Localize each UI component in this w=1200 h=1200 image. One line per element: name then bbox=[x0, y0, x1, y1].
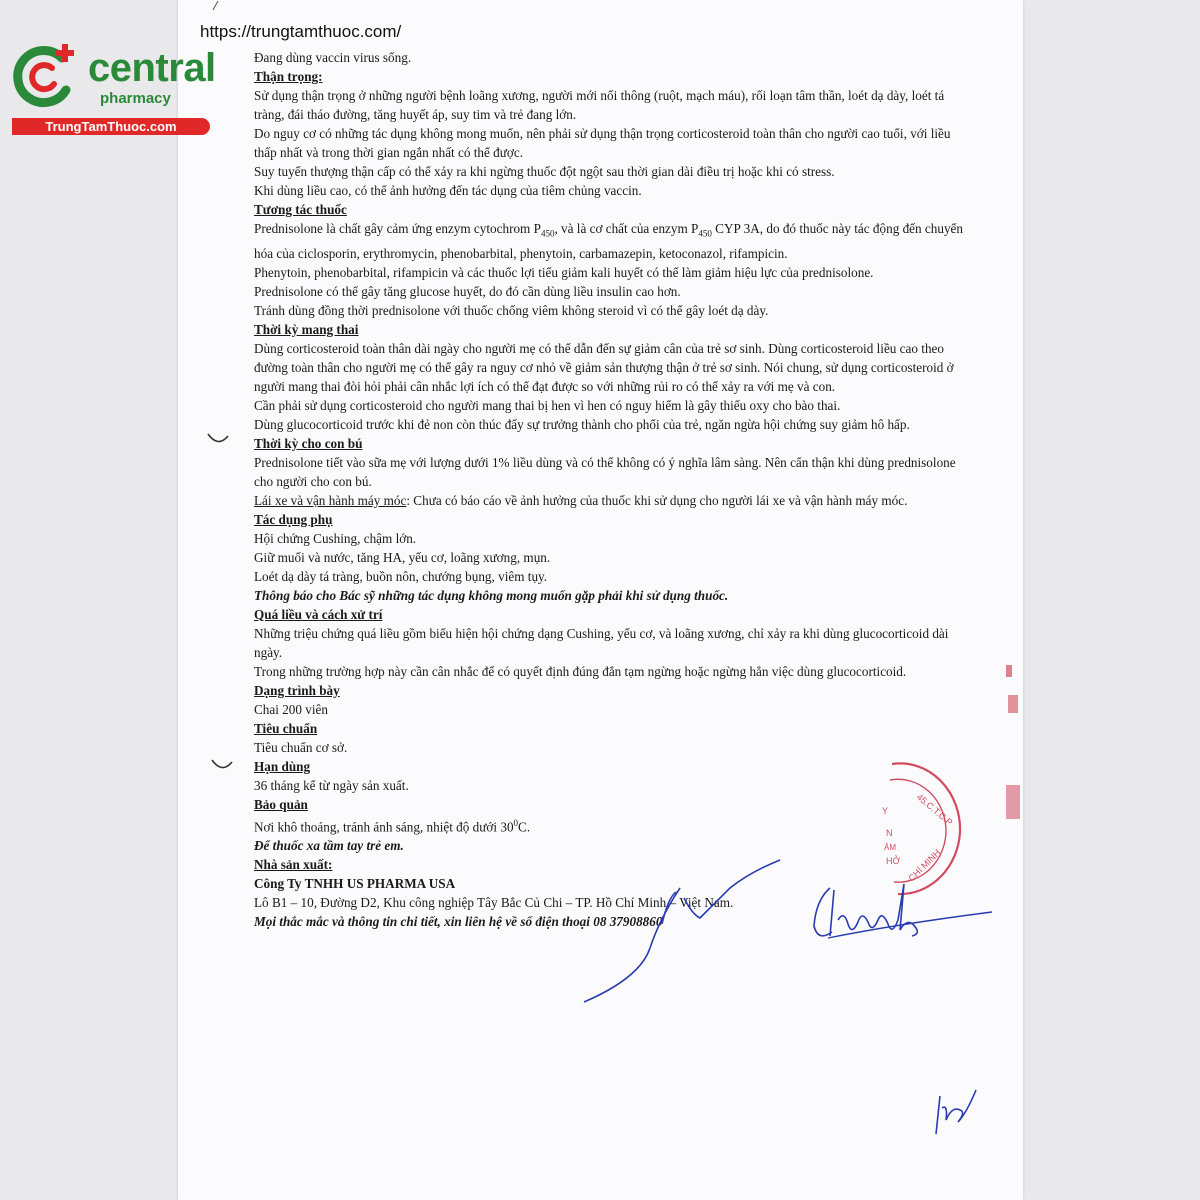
paragraph: Sử dụng thận trọng ở những người bệnh loãng xương, người mới nối thông (ruột, mạch máu), rối loạn tâm thần, loét dạ dày, loét tá tràng, đái tháo đường, tăng huyết áp, suy tim và trẻ đang lớn. bbox=[254, 88, 945, 122]
section-title-cho-con-bu: Thời kỳ cho con bú bbox=[254, 435, 363, 451]
section-title-qua-lieu: Quá liều và cách xử trí bbox=[254, 606, 383, 622]
central-pharmacy-logo bbox=[10, 38, 215, 138]
svg-text:Y: Y bbox=[882, 806, 889, 816]
storage-note: Để thuốc xa tầm tay trẻ em. bbox=[254, 838, 404, 854]
paragraph: Prednisolone là chất gây cảm ứng enzym cytochrom $P_{450}$, và là cơ chất của enzym $P_{450}$ CYP 3A, do đó thuốc này tác động đến chuyển hóa của ciclosporin, erythromycin, phenobarbital, phenytoin, carbamazepin, ketoconazol, rifampicin. bbox=[254, 221, 964, 261]
signature-left-icon bbox=[580, 858, 790, 1008]
signature-right-icon bbox=[808, 880, 994, 950]
svg-text:HỞ: HỞ bbox=[886, 856, 901, 866]
logo-banner: TrungTamThuoc.com bbox=[12, 118, 210, 135]
contact-line: Mọi thắc mắc và thông tin chi tiết, xin liên hệ về số điện thoại 08 37908860 bbox=[254, 914, 663, 930]
side-effect-note: Thông báo cho Bác sỹ những tác dụng không mong muốn gặp phải khi sử dụng thuốc. bbox=[254, 587, 729, 603]
paragraph: Prednisolone tiết vào sữa mẹ với lượng dưới 1% liều dùng và có thể không có ý nghĩa lâm sàng. Nên cẩn thận khi dùng prednisolone cho người cho con bú. bbox=[254, 454, 956, 489]
logo-subtitle: pharmacy bbox=[100, 90, 171, 107]
section-title-han-dung: Hạn dùng bbox=[254, 758, 311, 774]
source-url: https://trungtamthuoc.com/ bbox=[200, 22, 402, 41]
intro-line: Đang dùng vaccin virus sống. bbox=[254, 50, 412, 65]
punch-hole-icon bbox=[210, 758, 234, 772]
section-title-bao-quan: Bảo quản bbox=[254, 796, 308, 812]
section-title-tac-dung-phu: Tác dụng phụ bbox=[254, 511, 333, 527]
paragraph: 36 tháng kể từ ngày sản xuất. bbox=[254, 777, 409, 793]
section-title-mang-thai: Thời kỳ mang thai bbox=[254, 321, 359, 337]
paragraph: Khi dùng liều cao, có thể ảnh hưởng đến tác dụng của tiêm chủng vaccin. bbox=[254, 183, 642, 198]
company-stamp-icon bbox=[872, 758, 968, 898]
paragraph: Tránh dùng đồng thời prednisolone với thuốc chống viêm không steroid vì có thể gây loét dạ dày. bbox=[254, 302, 769, 318]
paragraph: Do nguy cơ có những tác dụng không mong muốn, nên phải sử dụng thận trọng corticosteroid toàn thân cho người cao tuổi, với liều thấp nhất và trong thời gian ngắn nhất có thể được. bbox=[254, 126, 951, 160]
section-title-tieu-chuan: Tiêu chuẩn bbox=[254, 720, 318, 736]
paragraph: Cần phải sử dụng corticosteroid cho người mang thai bị hen vì hen có nguy hiểm là gây thiếu oxy cho bào thai. bbox=[254, 397, 841, 413]
company-name: Công Ty TNHH US PHARMA USA bbox=[254, 876, 456, 892]
initials-icon bbox=[930, 1086, 980, 1136]
svg-text:45.C.T.C.P: 45.C.T.C.P bbox=[914, 791, 955, 828]
paragraph: Dùng corticosteroid toàn thân dài ngày cho người mẹ có thể dẫn đến sự giảm cân của trẻ sơ sinh. Dùng corticosteroid liều cao theo đường toàn thân cho người mẹ có thể gây ra nguy cơ nhỏ về giảm sản thượng thận ở trẻ sơ sinh. Nói chung, sử dụng corticosteroid ở người mang thai đòi hỏi phải cân nhắc lợi ích có thể đạt được so với những rủi ro có thể xảy ra với mẹ và con. bbox=[254, 340, 954, 394]
paragraph: Prednisolone có thể gây tăng glucose huyết, do đó cần dùng liều insulin cao hơn. bbox=[254, 283, 681, 299]
section-title-nha-san-xuat: Nhà sản xuất: bbox=[254, 857, 333, 873]
logo-brand: central bbox=[88, 46, 216, 90]
list-item: Hội chứng Cushing, chậm lớn. bbox=[254, 530, 417, 546]
svg-text:CHÍ MINH: CHÍ MINH bbox=[906, 847, 943, 884]
page-edge-stamp-icon bbox=[1004, 665, 1024, 825]
section-title-than-trong: Thận trọng: bbox=[254, 69, 323, 84]
paragraph: Trong những trường hợp này cần cân nhắc để có quyết định đúng đắn tạm ngừng hoặc ngừng hẳn việc dùng glucocorticoid. bbox=[254, 663, 907, 679]
section-title-tuong-tac: Tương tác thuốc bbox=[254, 202, 347, 217]
corner-tick-icon bbox=[210, 0, 220, 12]
paragraph: Dùng glucocorticoid trước khi đẻ non còn thúc đẩy sự trưởng thành cho phổi của trẻ, ngăn ngừa hội chứng suy giảm hô hấp. bbox=[254, 416, 910, 432]
svg-text:ÂM: ÂM bbox=[884, 843, 896, 852]
list-item: Loét dạ dày tá tràng, buồn nôn, chướng bụng, viêm tụy. bbox=[254, 568, 548, 584]
punch-hole-icon bbox=[206, 432, 230, 446]
paragraph: Phenytoin, phenobarbital, rifampicin và các thuốc lợi tiểu giảm kali huyết có thể làm giảm hiệu lực của prednisolone. bbox=[254, 264, 874, 280]
paragraph: Những triệu chứng quá liều gồm biểu hiện hội chứng dạng Cushing, yếu cơ, và loãng xương, chỉ xảy ra khi dùng glucocorticoid dài ngày. bbox=[254, 625, 949, 660]
list-item: Giữ muối và nước, tăng HA, yếu cơ, loãng xương, mụn. bbox=[254, 549, 551, 565]
section-title-lai-xe: Lái xe và vận hành máy móc bbox=[254, 492, 407, 508]
leaflet-text bbox=[254, 48, 974, 931]
company-address: Lô B1 – 10, Đường D2, Khu công nghiệp Tây Bắc Củ Chi – TP. Hồ Chí Minh – Việt Nam. bbox=[254, 895, 734, 911]
paragraph: Tiêu chuẩn cơ sở. bbox=[254, 739, 348, 755]
section-title-dang-trinh-bay: Dạng trình bày bbox=[254, 682, 340, 698]
logo-mark-icon bbox=[10, 38, 86, 114]
paragraph: Chai 200 viên bbox=[254, 701, 328, 717]
paragraph: Nơi khô thoáng, tránh ánh sáng, nhiệt độ dưới $30^0C$. bbox=[254, 817, 531, 835]
paragraph-lai-xe: Lái xe và vận hành máy móc: Chưa có báo cáo về ảnh hưởng của thuốc khi sử dụng cho người lái xe và vận hành máy móc. bbox=[254, 492, 908, 508]
svg-text:N: N bbox=[886, 828, 893, 838]
paragraph: Suy tuyến thượng thận cấp có thể xảy ra khi ngừng thuốc đột ngột sau thời gian dài điều trị hoặc khi có stress. bbox=[254, 164, 835, 179]
